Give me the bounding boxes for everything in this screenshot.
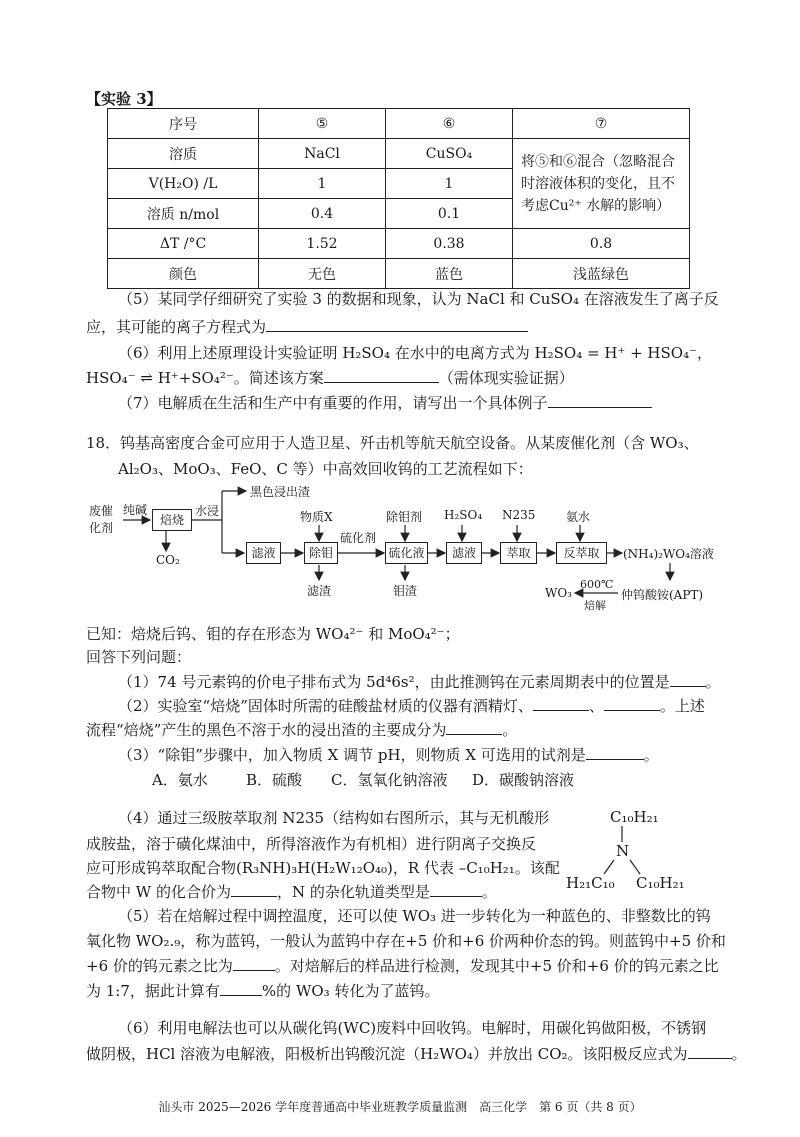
flow-feed-line: 废催 (89, 504, 114, 518)
flow-mo-agent-label: 除钼剂 (386, 510, 423, 524)
table-cell: 溶质 (108, 139, 259, 169)
table-cell: 颜色 (108, 259, 259, 289)
table-cell: CuSO₄ (386, 139, 513, 169)
sq4-text-b: ，N 的杂化轨道类型是 (276, 883, 430, 901)
sq3-option-b[interactable]: B．硫酸 (246, 771, 303, 789)
sq3-option-d[interactable]: D．碳酸钠溶液 (472, 771, 575, 789)
table-cell: NaCl (259, 139, 386, 169)
flow-filtrate-box: 滤液 (246, 542, 281, 564)
table-cell: 0.8 (513, 229, 690, 259)
table-cell: 0.38 (386, 229, 513, 259)
q5-text: 应，其可能的离子方程式为 (86, 318, 267, 336)
sq4-line3: 应可形成钨萃取配合物(R₃NH)₃H(H₂W₁₂O₄₀)，R 代表 –C₁₀H₂₁。该配 (86, 859, 560, 877)
sq2-end: 。 (502, 721, 518, 739)
n235-right-group: C₁₀H₂₁ (636, 874, 685, 892)
sq5-text-c: 为 1:7，据此计算有 (86, 982, 220, 1000)
sq3-option-a[interactable]: A．氨水 (152, 771, 208, 789)
sq4-text: 合物中 W 的化合价为 (86, 883, 231, 901)
q6-note: （需体现实验证据） (438, 369, 574, 387)
sq2-text-b: 。上述 (659, 697, 705, 715)
table-cell: 0.1 (386, 199, 513, 229)
q6-line1: （6）利用上述原理设计实验证明 H₂SO₄ 在水中的电离方式为 H₂SO₄ = H⁺ + HSO₄⁻， (118, 344, 713, 362)
n235-left-group: H₂₁C₁₀ (566, 874, 615, 892)
flow-mo-residue-label: 钼渣 (393, 584, 418, 598)
flow-co2-label: CO₂ (156, 553, 180, 567)
sq5-text: +6 价的钨元素之比为 (86, 957, 233, 975)
flow-product-label: (NH₄)₂WO₄溶液 (623, 547, 714, 561)
flow-extract-box: 萃取 (500, 542, 537, 564)
flow-back-extract-box: 反萃取 (556, 542, 607, 564)
answer-prompt: 回答下列问题： (86, 648, 192, 666)
sq5-end: %的 WO₃ 转化为了蓝钨。 (261, 982, 440, 1000)
merged-note-line: 时溶液体积的变化，且不 (521, 175, 675, 192)
merged-note-line: 将⑤和⑥混合（忽略混合 (521, 153, 675, 170)
answer-blank[interactable] (688, 1044, 732, 1059)
answer-blank[interactable] (220, 981, 262, 996)
sq6-end: 。 (731, 1045, 747, 1063)
sq4-line1: （4）通过三级胺萃取剂 N235（结构如右图所示，其与无机酸形 (118, 809, 550, 827)
sq3-option-c[interactable]: C．氢氧化钠溶液 (331, 771, 448, 789)
flow-feed-line: 化剂 (89, 521, 114, 535)
table-cell: V(H₂O) /L (108, 169, 259, 199)
q5-line1: （5）某同学仔细研究了实验 3 的数据和现象，认为 NaCl 和 CuSO₄ 在溶液发生了离子反 (118, 290, 719, 308)
flow-ammonia-label: 氨水 (566, 510, 591, 524)
sq4-end: 。 (481, 883, 497, 901)
flow-h2so4-label: H₂SO₄ (444, 508, 483, 522)
flow-residue-label: 滤渣 (307, 584, 332, 598)
flow-leach-label: 水浸 (195, 504, 220, 518)
flow-roast2-label: 焙解 (584, 599, 606, 612)
page-footer: 汕头市 2025—2026 学年度普通高中毕业班教学质量监测 高三化学 第 6 页（共 8 页） (158, 1100, 642, 1114)
table-cell: ⑥ (386, 109, 513, 139)
exp3-heading: 【实验 3】 (86, 90, 162, 108)
sq1-end: 。 (705, 673, 721, 691)
flow-sulfide-agent-label: 硫化剂 (340, 531, 377, 545)
flow-mo-removal-box: 除钼 (304, 542, 338, 564)
n235-nitrogen: N (616, 842, 630, 860)
q18-line1: 18．钨基高密度合金可应用于人造卫星、歼击机等航天航空设备。从某废催化剂（含 WO₃、 (86, 434, 699, 452)
flow-black-residue: 黑色浸出渣 (250, 485, 311, 499)
n235-top-group: C₁₀H₂₁ (610, 808, 659, 826)
table-cell: 浅蓝绿色 (513, 259, 690, 289)
flow-n235-label: N235 (502, 508, 536, 522)
table-cell: 1.52 (259, 229, 386, 259)
sq6-line1: （6）利用电解法也可以从碳化钨(WC)废料中回收钨。电解时，用碳化钨做阳极，不锈钢 (118, 1019, 707, 1037)
table-cell: ⑦ (513, 109, 690, 139)
table-cell: ΔT /°C (108, 229, 259, 259)
table-cell: 1 (386, 169, 513, 199)
flow-roast-box: 焙烧 (152, 509, 192, 531)
table-cell: 1 (259, 169, 386, 199)
flow-wo3-label: WO₃ (545, 586, 572, 600)
sq4-line2: 成胺盐，溶于磺化煤油中，所得溶液作为有机相）进行阴离子交换反 (86, 835, 537, 853)
sq5-text-b: 。对焙解后的样品进行检测，发现其中+5 价和+6 价的钨元素之比 (274, 957, 719, 975)
known-line: 已知：焙烧后钨、钼的存在形态为 WO₄²⁻ 和 MoO₄²⁻； (86, 625, 460, 643)
table-cell: 序号 (108, 109, 259, 139)
flow-apt-label: 仲钨酸铵(APT) (621, 588, 704, 602)
table-cell: 溶质 n/mol (108, 199, 259, 229)
sq6-text: 做阴极，HCl 溶液为电解液，阳极析出钨酸沉淀（H₂WO₄）并放出 CO₂。该阳极反应式为 (86, 1045, 688, 1063)
flow-x-label: 物质X (300, 510, 333, 524)
merged-note-line: 考虑Cu²⁺ 水解的影响） (521, 197, 671, 214)
sq3-text: （3）“除钼”步骤中，加入物质 X 调节 pH，则物质 X 可选用的试剂是 (118, 746, 586, 764)
sq2-sep: 、 (588, 697, 604, 715)
flow-temp-label: 600℃ (580, 578, 614, 591)
sq6-line2 (86, 1044, 747, 1064)
sq1-text: （1）74 号元素钨的价电子排布式为 5d⁴6s²，由此推测钨在元素周期表中的位置是 (118, 673, 670, 691)
table-cell: 蓝色 (386, 259, 513, 289)
sq5-line4 (86, 981, 439, 1001)
q7-text: （7）电解质在生活和生产中有重要的作用，请写出一个具体例子 (118, 394, 548, 412)
q18-line2: Al₂O₃、MoO₃、FeO、C 等）中高效回收钨的工艺流程如下： (118, 460, 533, 478)
sq5-line3 (86, 956, 719, 976)
table-cell: 无色 (259, 259, 386, 289)
answer-blank[interactable] (233, 956, 275, 971)
sq5-line2: 氧化物 WO₂.₉，称为蓝钨，一般认为蓝钨中存在+5 价和+6 价两种价态的钨。则蓝钨中+5 价和 (86, 932, 726, 950)
sq3-end: 。 (643, 746, 659, 764)
flow-filtrate2-box: 滤液 (446, 542, 482, 564)
sq5-line1: （5）若在焙解过程中调控温度，还可以使 WO₃ 进一步转化为一种蓝色的、非整数比的钨 (118, 907, 711, 925)
flow-soda-label: 纯碱 (123, 503, 148, 517)
table-cell: 0.4 (259, 199, 386, 229)
sq2-text-c: 流程“焙烧”产生的黑色不溶于水的浸出渣的主要成分为 (86, 721, 447, 739)
sq2-text: （2）实验室“焙烧”固体时所需的硅酸盐材质的仪器有酒精灯、 (118, 697, 533, 715)
table-cell: ⑤ (259, 109, 386, 139)
flow-sulfide-liquid-box: 硫化液 (385, 542, 428, 564)
q6-text: HSO₄⁻ ⇌ H⁺+SO₄²⁻。简述该方案 (86, 369, 324, 387)
